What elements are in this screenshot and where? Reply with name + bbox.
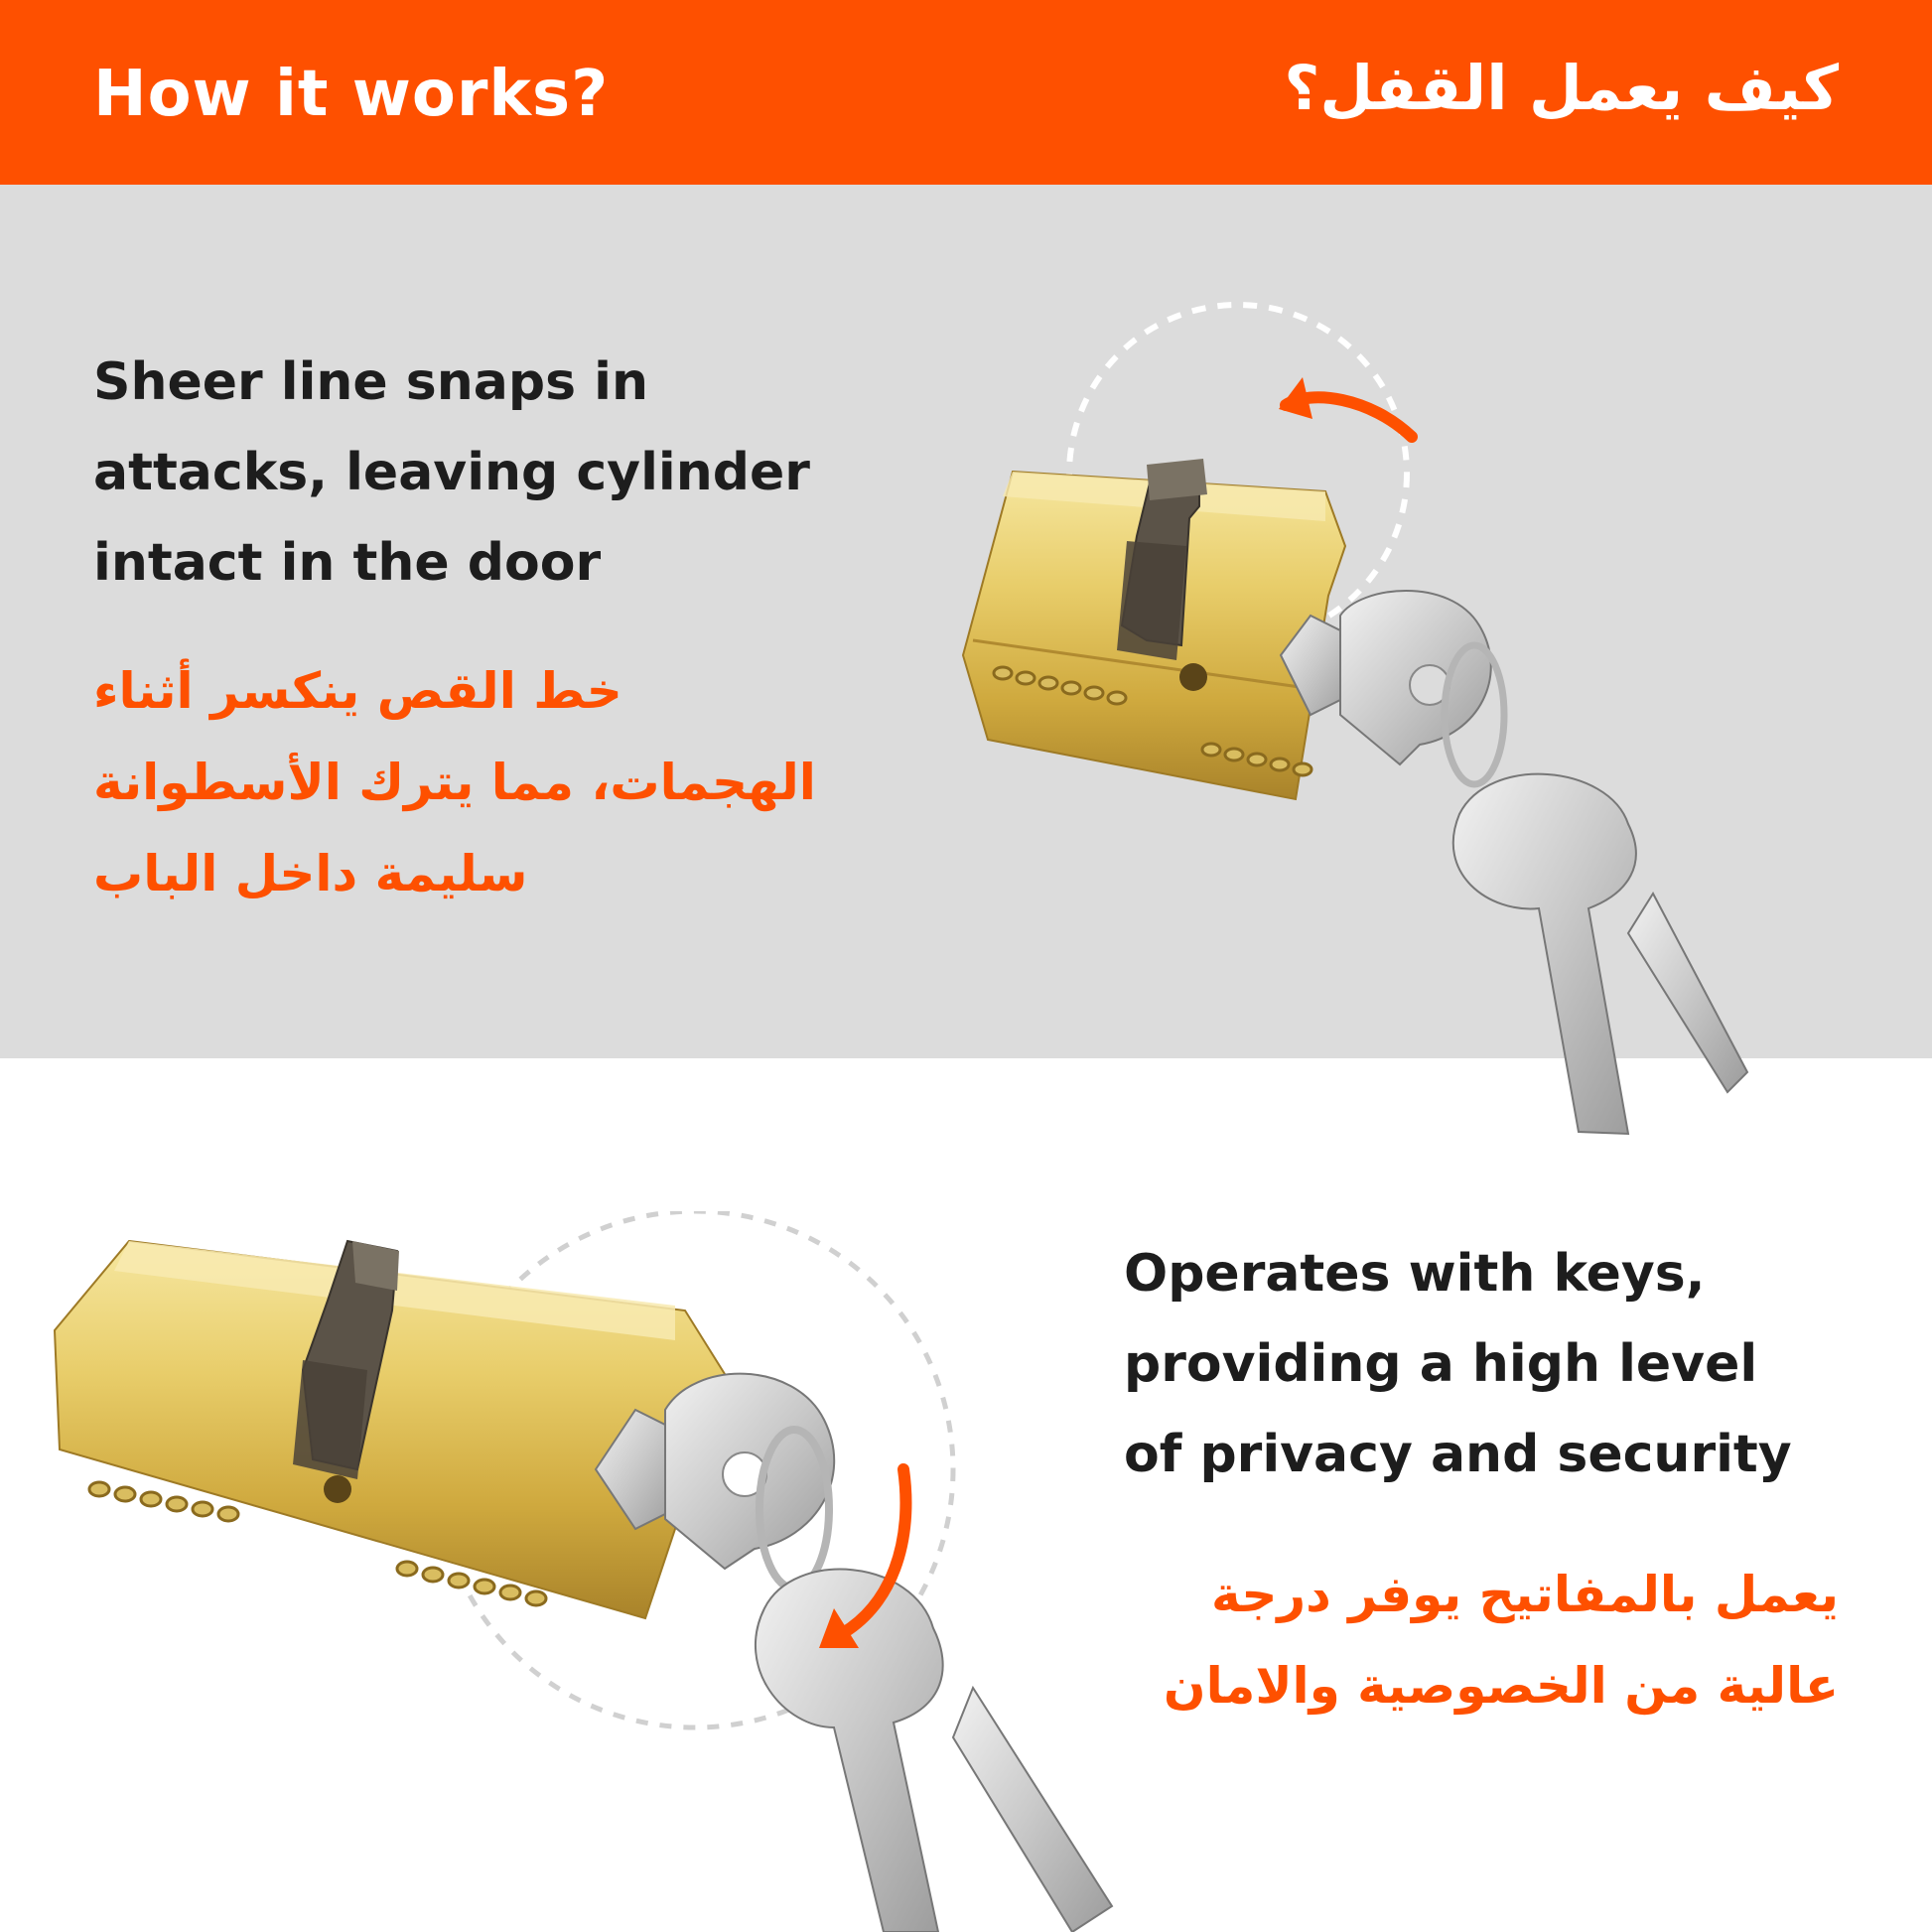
bottom-ar-line-1: يعمل بالمفاتيح يوفر درجة [1211,1566,1839,1623]
top-ar-line-1: خط القص ينكسر أثناء [93,662,622,720]
header-title-en: How it works? [93,58,610,131]
lock-cylinder-with-keys-bottom [40,1211,1211,1932]
top-en-line-1: Sheer line snaps in [93,352,648,412]
bottom-en-line-1: Operates with keys, [1124,1244,1706,1304]
bottom-en-line-2: providing a high level [1124,1334,1758,1394]
top-description-ar [93,645,848,919]
lock-cylinder-image [963,459,1345,799]
bottom-ar-line-2: عالية من الخصوصية والامان [1163,1657,1839,1715]
lock-cylinder-with-keys-top [933,298,1932,1152]
header-title-ar: كيف يعمل القفل؟ [1284,52,1839,124]
top-en-line-2: attacks, leaving cylinder [93,443,810,502]
top-ar-line-2: الهجمات، مما يترك الأسطوانة [93,754,816,811]
keys-image [596,1374,1112,1932]
header-banner [0,0,1932,185]
top-description-en [93,338,947,609]
bottom-description-en [1124,1229,1898,1500]
top-ar-line-3: سليمة داخل الباب [93,845,528,902]
keys-image [1281,591,1747,1134]
top-en-line-3: intact in the door [93,533,602,593]
bottom-en-line-3: of privacy and security [1124,1425,1792,1484]
